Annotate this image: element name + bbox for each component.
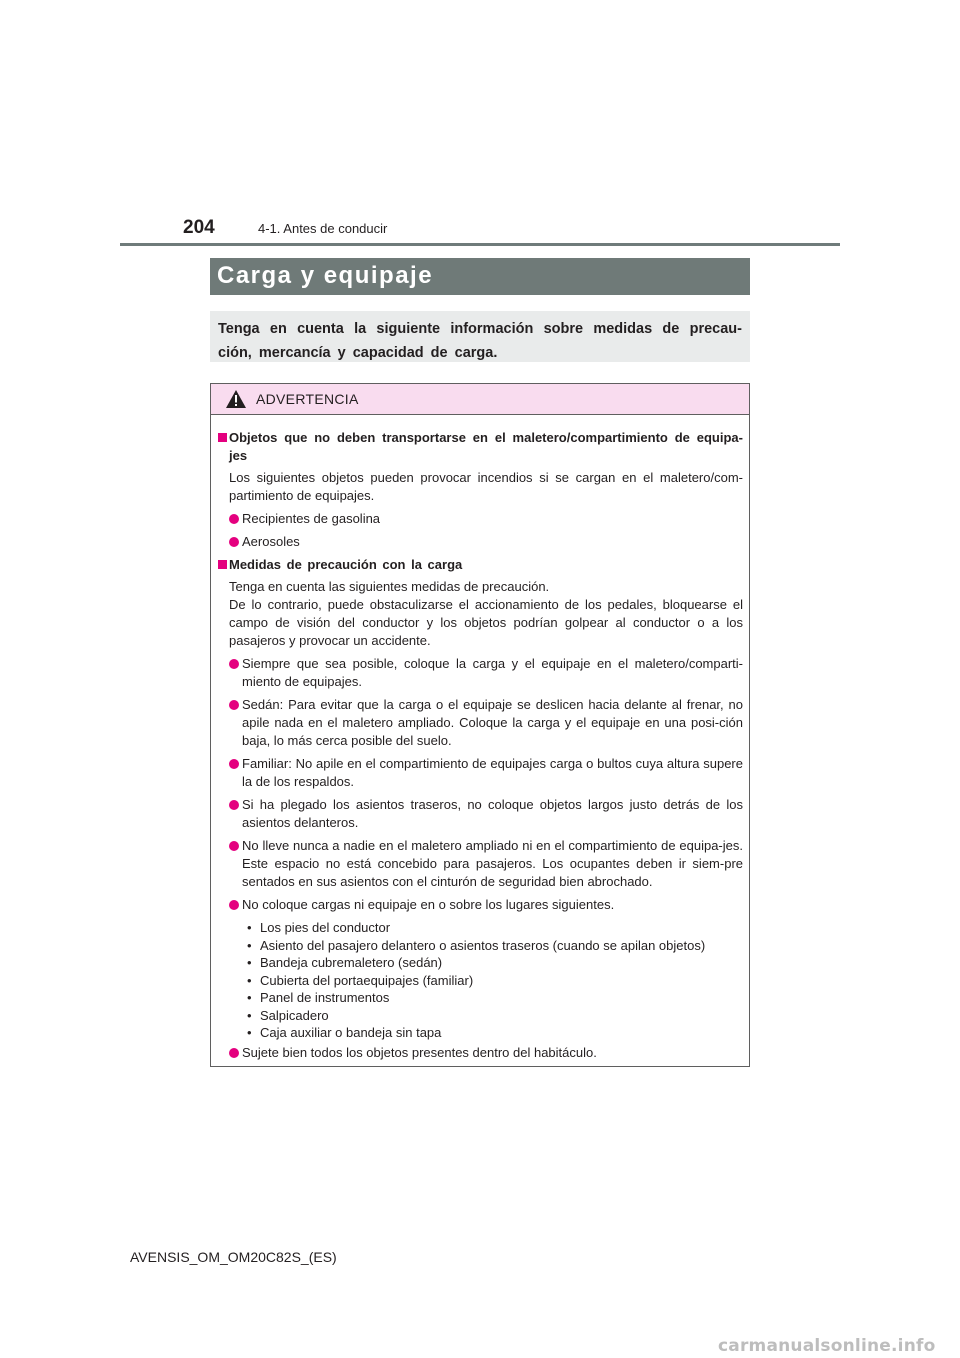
list-item <box>218 510 743 528</box>
circle-bullet-icon <box>229 800 239 810</box>
square-bullet-icon <box>218 433 227 442</box>
list-item-text: No lleve nunca a nadie en el maletero ampliado ni en el compartimiento de equipa-jes. Este espacio no está concebido para pasajeros. Los ocupantes deben ir siem-pre sentados en sus asientos con el cinturón de seguridad bien abrochado. <box>242 838 743 889</box>
section-breadcrumb: 4-1. Antes de conducir <box>258 221 388 236</box>
circle-bullet-icon <box>229 659 239 669</box>
watermark: carmanualsonline.info <box>718 1336 936 1356</box>
list-item-text: Si ha plegado los asientos traseros, no coloque objetos largos justo detrás de los asientos delanteros. <box>242 797 743 830</box>
circle-bullet-icon <box>229 1048 239 1058</box>
warning-body <box>211 415 749 1062</box>
list-item-text: Familiar: No apile en el compartimiento de equipajes carga o bultos cuya altura supere la de los respaldos. <box>242 756 743 789</box>
sublist-item: • Caja auxiliar o bandeja sin tapa <box>247 1024 743 1042</box>
circle-bullet-icon <box>229 759 239 769</box>
list-item <box>218 655 743 691</box>
section-paragraph: De lo contrario, puede obstaculizarse el accionamiento de los pedales, bloquearse el campo de visión del conductor y los objetos podrían golpear al conductor o a los pasajeros y provocar un accidente. <box>229 597 743 648</box>
intro-text: Tenga en cuenta la siguiente información sobre medidas de precau-ción, mercancía y capacidad de carga. <box>218 321 742 361</box>
list-item-text: Sedán: Para evitar que la carga o el equipaje se deslicen hacia delante al frenar, no apile nada en el maletero ampliado. Coloque la carga y el equipaje en una posi-ción baja, lo más cerca posible del suelo. <box>242 697 743 748</box>
warning-box <box>210 383 750 1067</box>
sublist-item: • Asiento del pasajero delantero o asientos traseros (cuando se apilan objetos) <box>247 937 743 955</box>
section-heading <box>218 429 743 465</box>
square-bullet-icon <box>218 560 227 569</box>
warning-triangle-icon <box>226 390 246 413</box>
list-item <box>218 755 743 791</box>
warning-label: ADVERTENCIA <box>256 391 359 407</box>
list-item <box>218 837 743 891</box>
circle-bullet-icon <box>229 900 239 910</box>
page-title: Carga y equipaje <box>210 258 750 295</box>
section-paragraph: Los siguientes objetos pueden provocar incendios si se cargan en el maletero/com-partimiento de equipajes. <box>229 470 743 503</box>
list-item <box>218 896 743 914</box>
circle-bullet-icon <box>229 514 239 524</box>
circle-bullet-icon <box>229 841 239 851</box>
circle-bullet-icon <box>229 700 239 710</box>
sublist-item: • Bandeja cubremaletero (sedán) <box>247 954 743 972</box>
circle-bullet-icon <box>229 537 239 547</box>
section-paragraph: Tenga en cuenta las siguientes medidas de precaución. <box>229 579 550 594</box>
section-heading-text: Objetos que no deben transportarse en el maletero/compartimiento de equipa-jes <box>229 430 743 463</box>
list-item <box>218 696 743 750</box>
section-heading-text: Medidas de precaución con la carga <box>229 557 463 572</box>
intro-box <box>210 311 750 362</box>
sublist-item: • Panel de instrumentos <box>247 989 743 1007</box>
list-item <box>218 796 743 832</box>
header-divider <box>120 243 840 246</box>
list-item <box>218 1044 743 1062</box>
section-heading <box>218 556 743 574</box>
list-item-text: Siempre que sea posible, coloque la carga y el equipaje en el maletero/comparti-miento de equipajes. <box>242 656 743 689</box>
page-number: 204 <box>183 217 215 238</box>
sublist-item: • Salpicadero <box>247 1007 743 1025</box>
sublist-item: • Los pies del conductor <box>247 919 743 937</box>
warning-header <box>211 384 749 415</box>
list-item <box>218 533 743 551</box>
list-item-text: Aerosoles <box>242 534 300 549</box>
list-item-text: No coloque cargas ni equipaje en o sobre los lugares siguientes. <box>242 897 615 912</box>
location-sublist <box>218 919 743 1042</box>
list-item-text: Recipientes de gasolina <box>242 511 381 526</box>
list-item-text: Sujete bien todos los objetos presentes dentro del habitáculo. <box>242 1044 597 1060</box>
document-code: AVENSIS_OM_OM20C82S_(ES) <box>130 1249 337 1265</box>
sublist-item: • Cubierta del portaequipajes (familiar) <box>247 972 743 990</box>
